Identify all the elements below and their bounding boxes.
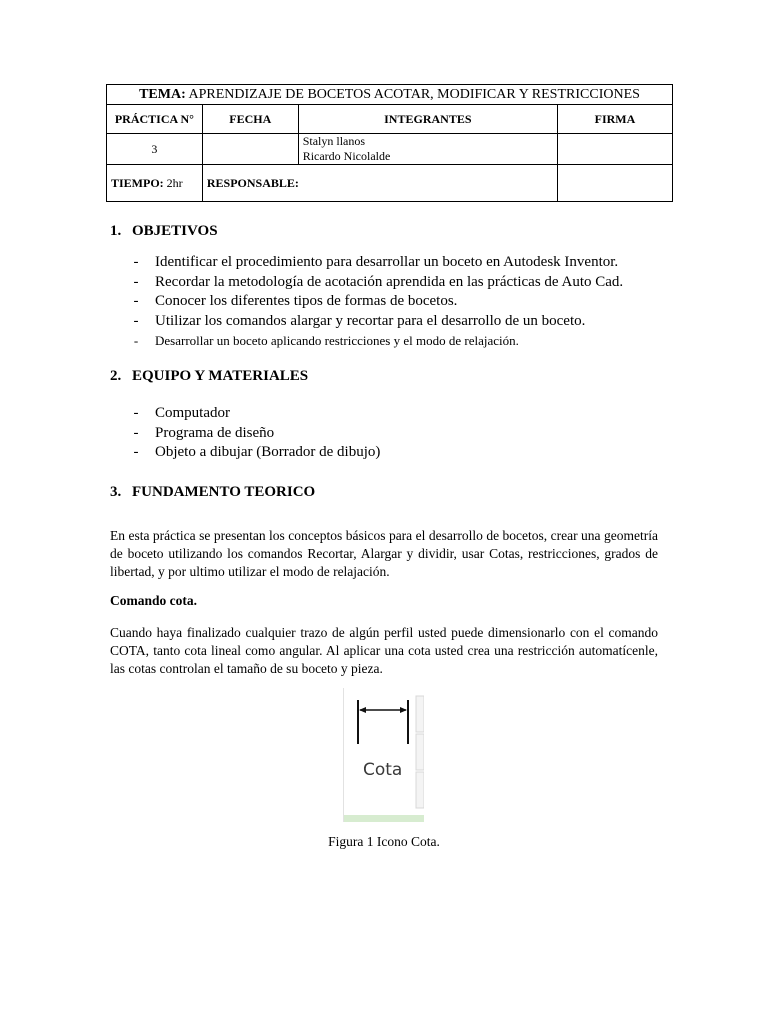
list-item: - Computador bbox=[131, 404, 380, 424]
tema-label: TEMA: bbox=[139, 86, 186, 102]
responsable-firma bbox=[557, 165, 672, 202]
section-number: 3. bbox=[110, 484, 122, 500]
tiempo-label: TIEMPO: bbox=[111, 175, 164, 190]
cota-icon-figure bbox=[343, 688, 424, 822]
section-equipo-heading bbox=[110, 368, 308, 385]
integrantes-cell bbox=[298, 134, 557, 165]
dash-marker: - bbox=[133, 293, 139, 310]
list-item: - Recordar la metodología de acotación aprendida en las prácticas de Auto Cad. bbox=[131, 273, 623, 293]
list-item: - Utilizar los comandos alargar y recortar para el desarrollo de un boceto. bbox=[131, 312, 623, 332]
tiempo-cell bbox=[107, 165, 203, 202]
practica-number: 3 bbox=[107, 134, 203, 165]
section-number: 2. bbox=[110, 368, 122, 384]
section-title: EQUIPO Y MATERIALES bbox=[132, 368, 309, 384]
dash-marker: - bbox=[133, 254, 139, 270]
tema-value: APRENDIZAJE DE BOCETOS ACOTAR, MODIFICAR Y RESTRICCIONES bbox=[185, 86, 640, 102]
cota-icon-label: Cota bbox=[363, 760, 403, 780]
section-title: OBJETIVOS bbox=[132, 223, 218, 239]
section-objetivos-heading bbox=[110, 223, 218, 240]
col-firma: FIRMA bbox=[557, 105, 672, 134]
firma-value bbox=[557, 134, 672, 165]
list-item: - Identificar el procedimiento para desarrollar un boceto en Autodesk Inventor. bbox=[131, 253, 623, 273]
col-integrantes: INTEGRANTES bbox=[298, 105, 557, 134]
objetivos-list bbox=[131, 253, 623, 351]
col-fecha: FECHA bbox=[202, 105, 298, 134]
responsable-cell bbox=[202, 165, 557, 202]
comando-cota-paragraph: Cuando haya finalizado cualquier trazo de algún perfil usted puede dimensionarlo con el comando COTA, tanto cota lineal como angular. Al aplicar una cota usted crea una restricción automatícenle, las cotas controlan el tamaño de su boceto y pieza. bbox=[110, 625, 658, 676]
equipo-list bbox=[131, 404, 380, 463]
section-title: FUNDAMENTO TEORICO bbox=[132, 484, 316, 500]
fundamento-paragraph: En esta práctica se presentan los conceptos básicos para el desarrollo de bocetos, crear una geometría de boceto utilizando los comandos Recortar, Alargar y dividir, usar Cotas, restricciones, grados de libertad, y por ultimo utilizar el modo de relajación. bbox=[110, 528, 658, 579]
list-item: - Conocer los diferentes tipos de formas de bocetos. bbox=[131, 292, 623, 312]
fecha-value bbox=[202, 134, 298, 165]
col-practica: PRÁCTICA N° bbox=[107, 105, 203, 134]
list-item: - Objeto a dibujar (Borrador de dibujo) bbox=[131, 443, 380, 463]
integrante-1: Stalyn llanos bbox=[302, 134, 366, 148]
figure-caption: Figura 1 Icono Cota. bbox=[328, 834, 440, 849]
comando-cota-heading: Comando cota. bbox=[110, 593, 197, 608]
dash-marker: - bbox=[133, 273, 139, 290]
dash-marker: - bbox=[133, 333, 139, 349]
list-item: - Programa de diseño bbox=[131, 424, 380, 444]
tiempo-value: 2hr bbox=[163, 175, 183, 190]
integrante-2: Ricardo Nicolalde bbox=[302, 149, 391, 163]
cota-icon bbox=[344, 688, 424, 822]
tema-cell bbox=[107, 85, 673, 105]
list-item: - Desarrollar un boceto aplicando restricciones y el modo de relajación. bbox=[131, 331, 623, 351]
header-table bbox=[106, 84, 673, 202]
dash-marker: - bbox=[133, 405, 139, 421]
section-number: 1. bbox=[110, 223, 122, 239]
dash-marker: - bbox=[133, 424, 139, 441]
section-fundamento-heading bbox=[110, 484, 315, 501]
dash-marker: - bbox=[133, 444, 139, 461]
responsable-label: RESPONSABLE: bbox=[206, 175, 299, 190]
dash-marker: - bbox=[133, 312, 139, 329]
